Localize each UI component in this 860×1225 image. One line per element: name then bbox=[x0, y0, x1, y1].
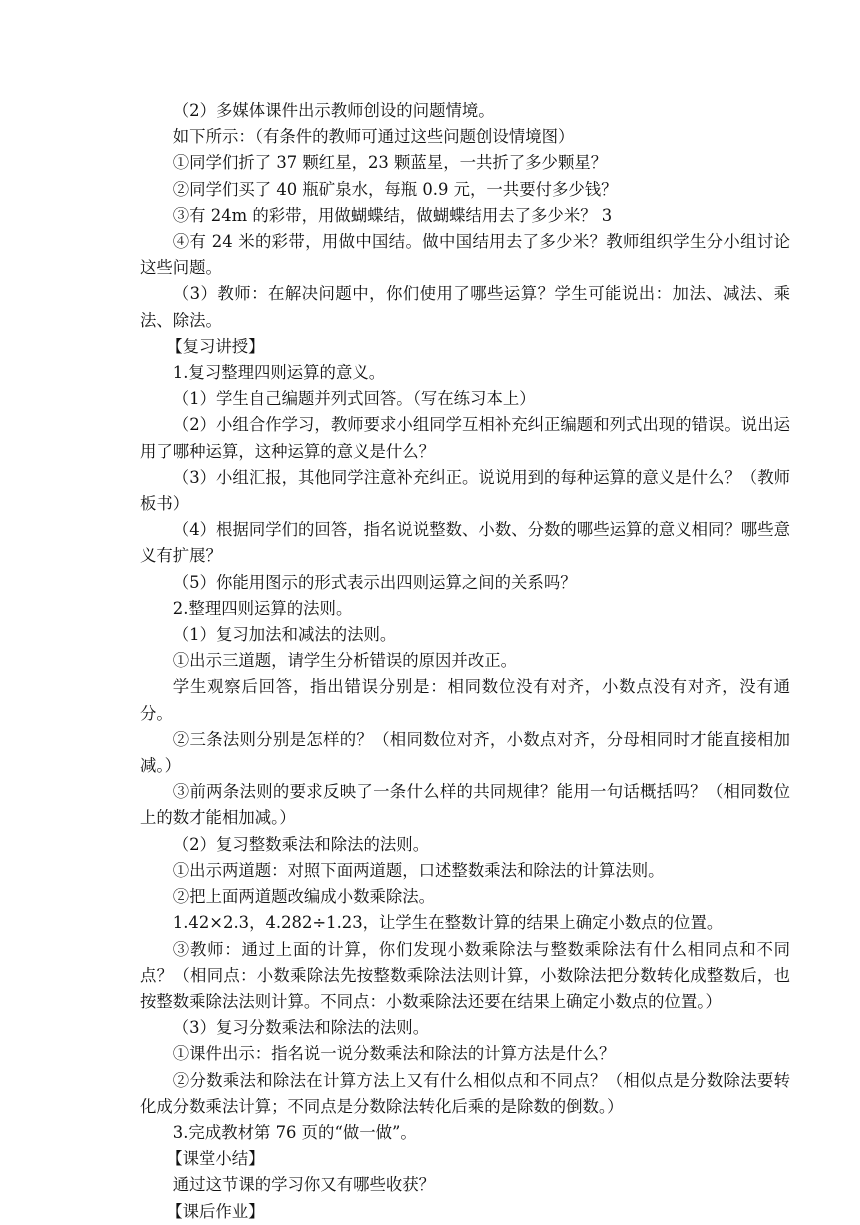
paragraph: ②把上面两道题改编成小数乘除法。 bbox=[172, 887, 436, 907]
paragraph: 1.42×2.3，4.282÷1.23，让学生在整数计算的结果上确定小数点的位置。 bbox=[172, 913, 724, 933]
paragraph: 3.完成教材第 76 页的“做一做”。 bbox=[172, 1122, 417, 1142]
paragraph: 1.复习整理四则运算的意义。 bbox=[172, 363, 386, 383]
paragraph: ①出示三道题，请学生分析错误的原因并改正。 bbox=[172, 651, 517, 671]
paragraph: （3）小组汇报，其他同学注意补充纠正。说说用到的每种运算的意义是什么？（教师板书） bbox=[140, 467, 790, 514]
paragraph: ①课件出示：指名说一说分数乘法和除法的计算方法是什么？ bbox=[172, 1044, 616, 1064]
paragraph: （3）教师：在解决问题中，你们使用了哪些运算？学生可能说出：加法、减法、乘法、除法。 bbox=[140, 284, 790, 330]
paragraph: ①同学们折了 37 颗红星，23 颗蓝星，一共折了多少颗星？ bbox=[172, 153, 608, 173]
paragraph: 学生观察后回答，指出错误分别是：相同数位没有对齐，小数点没有对齐，没有通分。 bbox=[140, 677, 790, 723]
paragraph: （1）复习加法和减法的法则。 bbox=[172, 625, 397, 645]
paragraph: （4）根据同学们的回答，指名说说整数、小数、分数的哪些运算的意义相同？哪些意义有扩展？ bbox=[140, 520, 790, 566]
paragraph: ③有 24m 的彩带，用做蝴蝶结，做蝴蝶结用去了多少米？ 3 bbox=[172, 205, 613, 225]
paragraph: ④有 24 米的彩带，用做中国结。做中国结用去了多少米？教师组织学生分小组讨论这些问题。 bbox=[140, 232, 790, 278]
paragraph: （3）复习分数乘法和除法的法则。 bbox=[172, 1018, 430, 1038]
section-heading: 【课堂小结】 bbox=[166, 1149, 265, 1169]
paragraph: （2）小组合作学习，教师要求小组同学互相补充纠正编题和列式出现的错误。说出运用了哪种运算，这种运算的意义是什么？ bbox=[140, 415, 790, 461]
section-heading: 【复习讲授】 bbox=[166, 336, 265, 356]
section-heading: 【课后作业】 bbox=[166, 1201, 265, 1221]
paragraph: （2）复习整数乘法和除法的法则。 bbox=[172, 834, 430, 854]
paragraph: 如下所示：（有条件的教师可通过这些问题创设情境图） bbox=[172, 127, 575, 147]
paragraph: ②同学们买了 40 瓶矿泉水，每瓶 0.9 元，一共要付多少钱？ bbox=[172, 179, 618, 199]
paragraph: ③前两条法则的要求反映了一条什么样的共同规律？能用一句话概括吗？（相同数位上的数才能相加减。） bbox=[140, 782, 790, 828]
paragraph: ②三条法则分别是怎样的？（相同数位对齐，小数点对齐，分母相同时才能直接相加减。） bbox=[140, 729, 790, 776]
paragraph: （2）多媒体课件出示教师创设的问题情境。 bbox=[172, 101, 495, 120]
document-body bbox=[140, 98, 790, 1225]
paragraph: 2.整理四则运算的法则。 bbox=[172, 598, 353, 618]
paragraph: ①出示两道题：对照下面两道题，口述整数乘法和除法的计算法则。 bbox=[172, 860, 665, 880]
paragraph: （1）学生自己编题并列式回答。（写在练习本上） bbox=[172, 389, 536, 409]
paragraph: （5）你能用图示的形式表示出四则运算之间的关系吗？ bbox=[172, 572, 577, 592]
paragraph: 通过这节课的学习你又有哪些收获？ bbox=[172, 1175, 436, 1195]
paragraph: ②分数乘法和除法在计算方法上又有什么相似点和不同点？（相似点是分数除法要转化成分数乘法计算；不同点是分数除法转化后乘的是除数的倒数。） bbox=[140, 1070, 790, 1116]
paragraph: ③教师：通过上面的计算，你们发现小数乘除法与整数乘除法有什么相同点和不同点？（相同点：小数乘除法先按整数乘除法法则计算，小数除法把分数转化成整数后，也按整数乘除法法则计算。不同点：小数乘除法还要在结果上确定小数点的位置。） bbox=[140, 939, 790, 1011]
